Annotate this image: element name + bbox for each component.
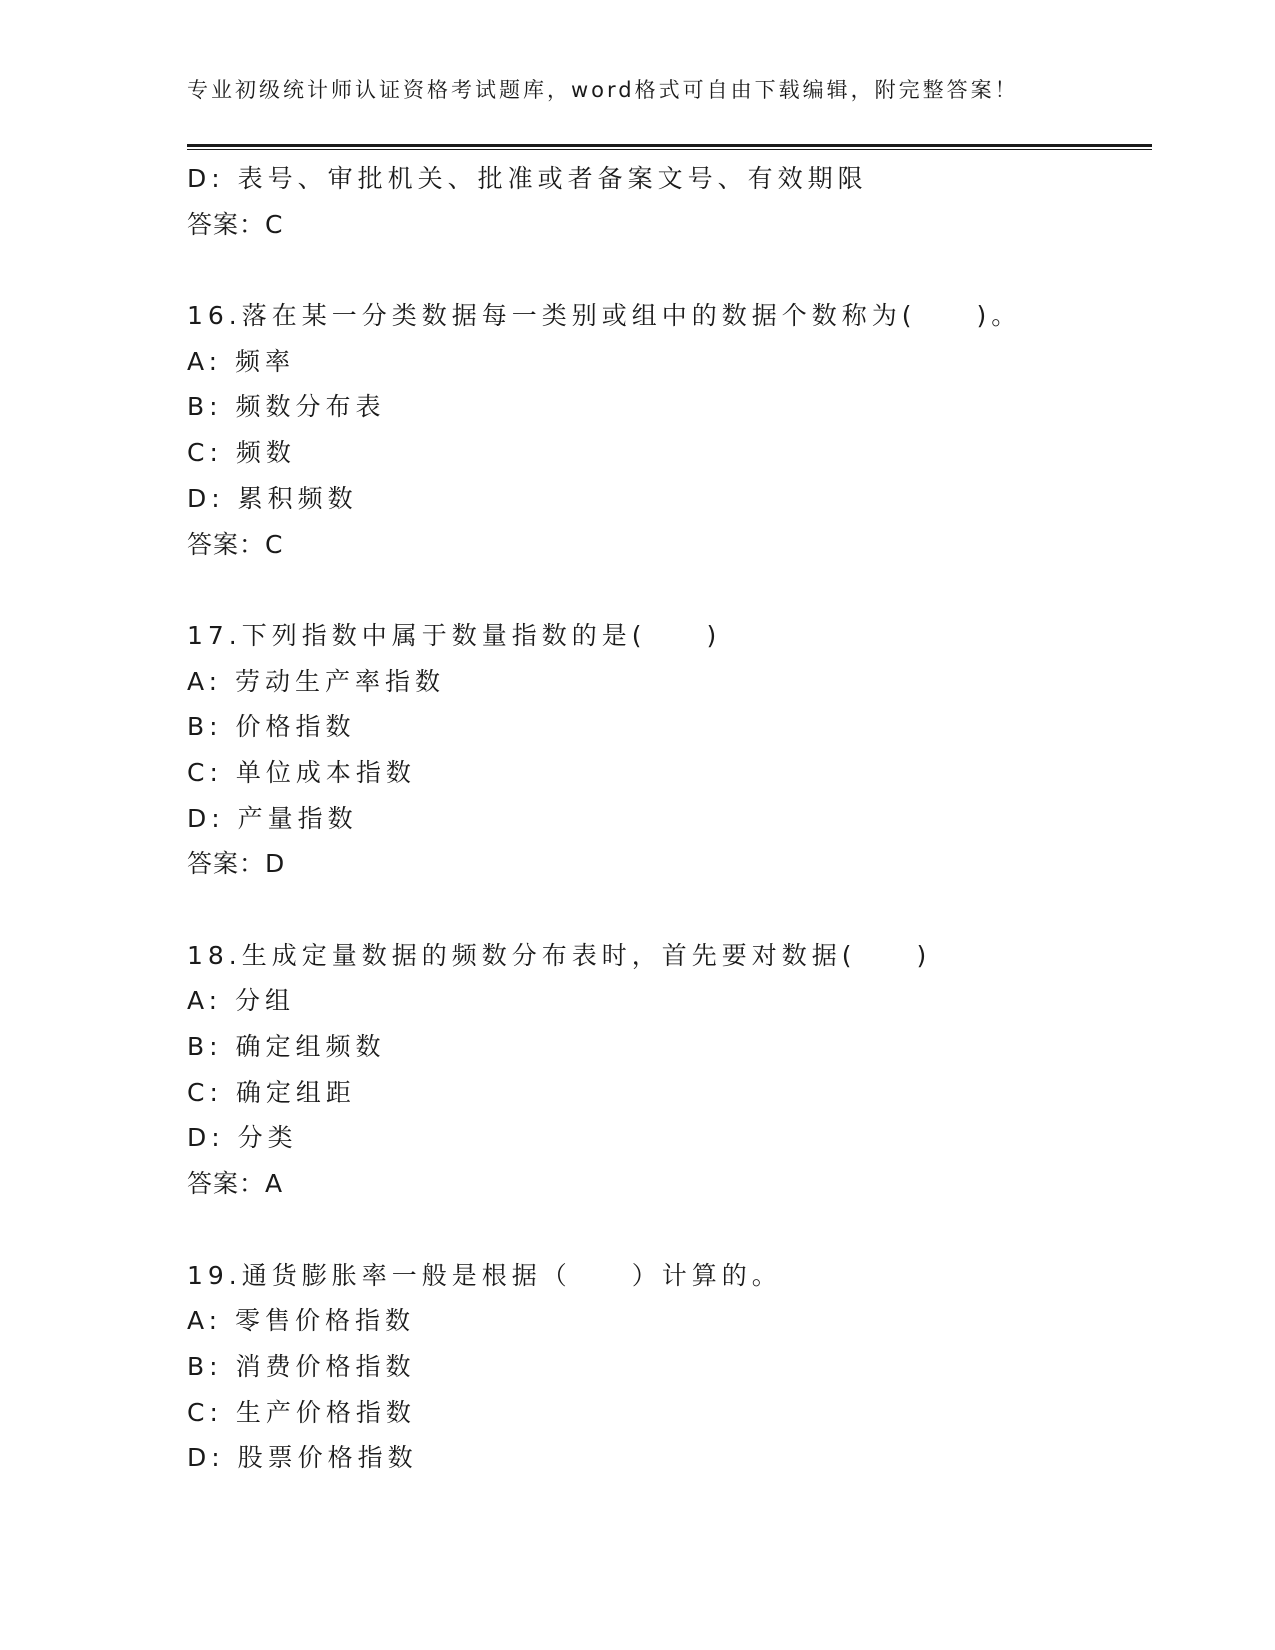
question-stem: 19.通货膨胀率一般是根据（ ）计算的。 <box>187 1260 782 1290</box>
option-c: C: 生产价格指数 <box>187 1397 416 1427</box>
question-16 <box>187 293 1152 567</box>
answer-line: 答案：D <box>187 849 286 879</box>
spacer <box>187 887 1152 933</box>
question-19 <box>187 1253 1152 1481</box>
question-stem: 18.生成定量数据的频数分布表时，首先要对数据( ) <box>187 940 932 970</box>
question-18 <box>187 933 1152 1207</box>
option-a: A: 零售价格指数 <box>187 1306 416 1336</box>
option-b: B: 价格指数 <box>187 712 356 742</box>
answer-line: 答案：A <box>187 1169 284 1199</box>
option-d: D: 分类 <box>187 1123 298 1153</box>
question-stem: 17.下列指数中属于数量指数的是( ) <box>187 620 722 650</box>
option-c: C: 频数 <box>187 438 296 468</box>
question-15-tail <box>187 156 1152 247</box>
option-d: D: 股票价格指数 <box>187 1443 418 1473</box>
option-a: A: 分组 <box>187 986 296 1016</box>
header-divider-thick <box>187 144 1152 147</box>
answer-line: 答案：C <box>187 529 284 559</box>
spacer <box>187 247 1152 293</box>
option-b: B: 消费价格指数 <box>187 1351 416 1381</box>
spacer <box>187 1207 1152 1253</box>
option-d: D: 表号、审批机关、批准或者备案文号、有效期限 <box>187 164 868 193</box>
header-divider-thin <box>187 149 1152 150</box>
option-a: A: 频率 <box>187 346 296 376</box>
question-17 <box>187 613 1152 887</box>
option-b: B: 确定组频数 <box>187 1032 386 1062</box>
option-a: A: 劳动生产率指数 <box>187 666 446 696</box>
option-c: C: 单位成本指数 <box>187 757 416 787</box>
question-stem: 16.落在某一分类数据每一类别或组中的数据个数称为( )。 <box>187 301 1022 331</box>
document-body <box>187 156 1152 1481</box>
spacer <box>187 567 1152 613</box>
answer-line: 答案：C <box>187 209 284 239</box>
page-header: 专业初级统计师认证资格考试题库，word格式可自由下载编辑，附完整答案！ <box>187 78 1019 102</box>
option-b: B: 频数分布表 <box>187 392 386 422</box>
option-d: D: 产量指数 <box>187 803 358 833</box>
option-c: C: 确定组距 <box>187 1077 356 1107</box>
option-d: D: 累积频数 <box>187 483 358 513</box>
